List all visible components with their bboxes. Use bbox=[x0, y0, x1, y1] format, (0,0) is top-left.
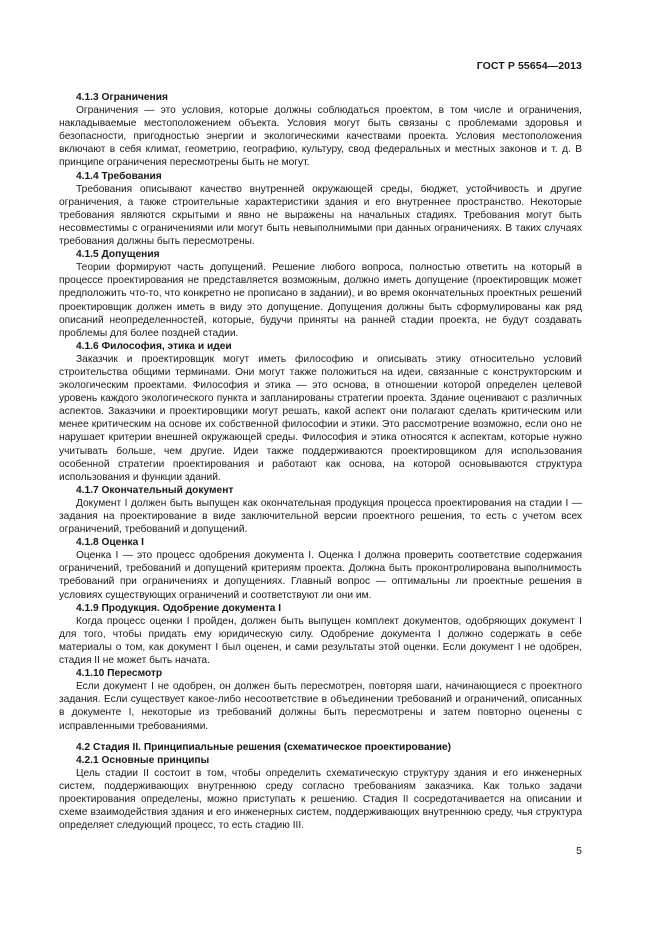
paragraph: Требования описывают качество внутренней окружающей среды, бюджет, устойчивость и другие ограничения, а также строительные характеристики здания и его внутреннее пространство. Некоторые требования являются скрытыми и явно не выражены на начальных стадиях. Требования могут быть несовместимы с ограничениями или могут быть невыполнимыми при данных ограничениях. В таких случаях требования должны быть пересмотрены. bbox=[59, 183, 582, 248]
subsection-heading: 4.1.4 Требования bbox=[76, 170, 162, 182]
paragraph: Теории формируют часть допущений. Решение любого вопроса, полностью ответить на который в процессе проектирования не представляется возможным, должно иметь допущение (проектировщик может предположить что-то, что конкретно не прописано в задании), и во время окончательных проектных решений проектировщик должен иметь в виду это допущение. Допущения должны быть сформулированы как ряд описаний неопределенностей, которые, будучи приняты на ранней стадии проекта, не будут создавать проблемы для более поздней стадии. bbox=[59, 262, 582, 339]
paragraph: Цель стадии II состоит в том, чтобы определить схематическую структуру здания и его инженерных систем, поддерживающих внутреннюю среду согласно требованиям заказчика. Как только задачи проектирования определены, можно приступать к решению. Стадия II сосредотачивается на описании и схеме взаимодействия здания и его инженерных систем, поддерживающих внутреннюю среду, чья структура определяет следующий процесс, то есть стадию III. bbox=[59, 767, 582, 832]
subsection-heading: 4.1.7 Окончательный документ bbox=[76, 484, 234, 496]
subsection-heading: 4.1.9 Продукция. Одобрение документа I bbox=[76, 602, 282, 614]
paragraph: Заказчик и проектировщик могут иметь философию и описывать этику относительно условий строительства общими терминами. Они могут также положиться на идеи, связанные с конструкторским и экологическим проектами. Философия и этика — это основа, в отношении которой определен целевой уровень каждого экологического пункта и запланированы стратегии проекта. Здание оценивают с различных аспектов. Заказчики и проектировщики могут решать, какой аспект они полагают сделать критическим или менее критическим на основе их собственной философии и этики. Это рассмотрение возможно, если оно не нарушает критерии внешней окружающей среды. Философия и этика относятся к аспектам, которые нужно учитывать больше, чем другие. Идеи также поддерживаются проектировщиком для использования особенной стратегии проектирования и работают как основа, на которой основываются структура использования и функции зданий. bbox=[59, 353, 582, 483]
paragraph: Ограничения — это условия, которые должны соблюдаться проектом, в том числе и ограничения, накладываемые местоположением объекта. Условия могут быть связаны с проблемами здоровья и безопасности, пригодностью энергии и экологическими качествами проекта. Условия местоположения включают в себя климат, геометрию, географию, культуру, свод федеральных и местных законов и т. д. В принципе ограничения пересмотрены быть не могут. bbox=[59, 105, 582, 169]
page-number: 5 bbox=[576, 845, 582, 857]
paragraph: Оценка I — это процесс одобрения документа I. Оценка I должна проверить соответствие содержания ограничений, требований и допущений критериям проекта. Должна быть проконтролирована выполнимость требований при ограничениях и допущениях. Главный вопрос — оптимальны ли проектные решения в условиях существующих ограничений и соответствуют ли они им. bbox=[59, 550, 582, 601]
section-heading: 4.2 Стадия II. Принципиальные решения (схематическое проектирование) bbox=[76, 741, 452, 753]
paragraph: Документ I должен быть выпущен как окончательная продукция процесса проектирования на стадии I — задания на проектирование в виде заключительной версии проектного решения, то есть с учетом всех ограничений, требований и допущений. bbox=[59, 497, 582, 536]
document-body bbox=[59, 91, 582, 832]
paragraph: Когда процесс оценки I пройден, должен быть выпущен комплект документов, одобряющих документ I для того, чтобы придать ему юридическую силу. Одобрение документа I должно содержать в себе материалы о том, как документ I был оценен, и сами результаты этой оценки. Если документ I не одобрен, стадия II не может быть начата. bbox=[59, 615, 582, 667]
subsection-heading: 4.1.8 Оценка I bbox=[76, 537, 144, 549]
paragraph: Если документ I не одобрен, он должен быть пересмотрен, повторяя шаги, начинающиеся с проектного задания. Если существует какое-либо несоответствие в объединении требований и ограничений, описанных в документе I, некоторые из требований должны быть пересмотрены и затем повторно оценены с исправленными требованиями. bbox=[59, 681, 582, 732]
subsection-heading: 4.1.6 Философия, этика и идеи bbox=[76, 340, 232, 352]
subsection-heading: 4.2.1 Основные принципы bbox=[76, 754, 210, 766]
subsection-heading: 4.1.3 Ограничения bbox=[76, 92, 168, 103]
subsection-heading: 4.1.5 Допущения bbox=[76, 249, 160, 261]
subsection-heading: 4.1.10 Пересмотр bbox=[76, 668, 163, 680]
standard-designation: ГОСТ Р 55654—2013 bbox=[476, 60, 582, 72]
